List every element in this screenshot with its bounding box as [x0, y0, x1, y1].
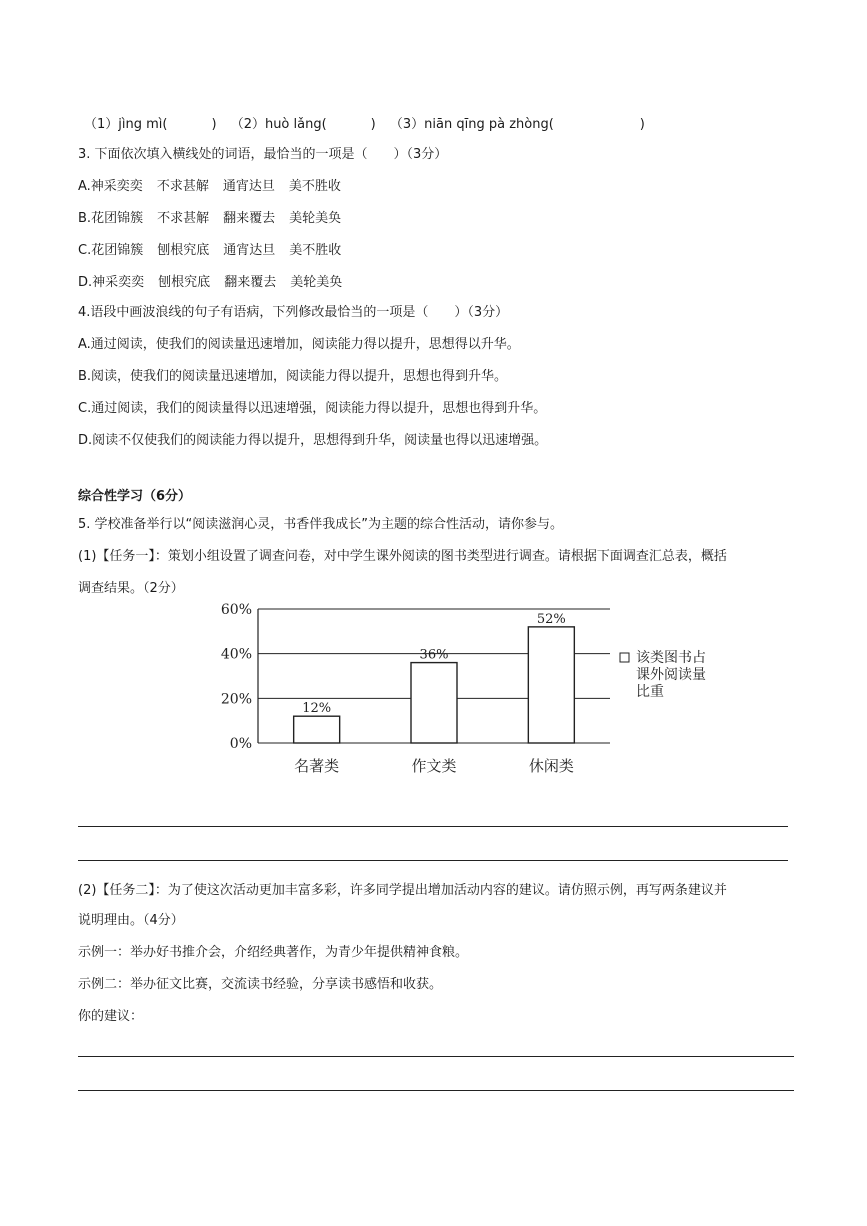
your-suggestion-label: 你的建议： — [78, 1009, 144, 1024]
task2-line1: (2)【任务二】：为了使这次活动更加丰富多彩，许多同学提出增加活动内容的建议。请仿照示例，再写两条建议并 — [78, 883, 727, 898]
section-title: 综合性学习（6分） — [78, 489, 192, 504]
q4-option-a: A.通过阅读，使我们的阅读量迅速增加，阅读能力得以提升，思想得以升华。 — [78, 337, 520, 352]
y-tick-label: 0% — [229, 736, 252, 752]
answer-line-2[interactable] — [78, 860, 788, 861]
pinyin-2: （2）huò lǎng( — [230, 117, 327, 132]
legend-swatch — [620, 653, 629, 662]
bar — [528, 627, 574, 743]
x-tick-label: 休闲类 — [528, 757, 574, 775]
x-tick-label: 名著类 — [294, 757, 340, 775]
legend-label: 比重 — [636, 684, 664, 700]
bar-value-label: 36% — [419, 647, 449, 663]
q4-option-b: B.阅读，使我们的阅读量迅速增加，阅读能力得以提升，思想也得到升华。 — [78, 369, 508, 384]
bar-value-label: 52% — [536, 611, 566, 627]
example-1: 示例一：举办好书推介会，介绍经典著作，为青少年提供精神食粮。 — [78, 945, 469, 960]
pinyin-3: （3）niān qīng pà zhòng( — [389, 117, 554, 132]
legend-label: 课外阅读量 — [636, 667, 706, 683]
y-tick-label: 40% — [220, 646, 252, 663]
q5-stem: 5. 学校准备举行以“阅读滋润心灵，书香伴我成长”为主题的综合性活动，请你参与。 — [78, 517, 564, 532]
bar-value-label: 12% — [302, 701, 332, 717]
q4-option-d: D.阅读不仅使我们的阅读能力得以提升，思想得到升华，阅读量也得以迅速增强。 — [78, 433, 548, 448]
q3-option-d: D.神采奕奕 刨根究底 翻来覆去 美轮美奂 — [78, 275, 343, 290]
q3-stem: 3. 下面依次填入横线处的词语，最恰当的一项是（ ）（3分） — [78, 147, 448, 162]
x-tick-label: 作文类 — [411, 757, 457, 775]
reading-survey-chart — [210, 595, 740, 785]
task1-line1: (1)【任务一】：策划小组设置了调查问卷，对中学生课外阅读的图书类型进行调查。请根据下面调查汇总表，概括 — [78, 549, 727, 564]
bar — [294, 716, 340, 743]
q3-option-c: C.花团锦簇 刨根究底 通宵达旦 美不胜收 — [78, 243, 342, 258]
y-tick-label: 60% — [220, 602, 252, 618]
legend-label: 该类图书占 — [636, 650, 706, 666]
q4-option-c: C.通过阅读，我们的阅读量得以迅速增强，阅读能力得以提升，思想也得到升华。 — [78, 401, 547, 416]
task1-line2: 调查结果。（2分） — [78, 581, 184, 596]
q4-stem: 4.语段中画波浪线的句子有语病，下列修改最恰当的一项是（ ）（3分） — [78, 305, 509, 320]
example-2: 示例二：举办征文比赛，交流读书经验，分享读书感悟和收获。 — [78, 977, 443, 992]
q3-option-a: A.神采奕奕 不求甚解 通宵达旦 美不胜收 — [78, 179, 341, 194]
pinyin-1: （1）jìng mì( — [84, 117, 168, 132]
q3-option-b: B.花团锦簇 不求甚解 翻来覆去 美轮美奂 — [78, 211, 342, 226]
answer-line-3[interactable] — [78, 1056, 794, 1057]
pinyin-line: （1）jìng mì( ) （2）huò lǎng( ) （3）niān qīng pà zhòng( ) — [84, 117, 645, 132]
task2-line2: 说明理由。（4分） — [78, 913, 184, 928]
y-tick-label: 20% — [220, 691, 252, 708]
answer-line-4[interactable] — [78, 1090, 794, 1091]
bar — [411, 663, 457, 743]
answer-line-1[interactable] — [78, 826, 788, 827]
